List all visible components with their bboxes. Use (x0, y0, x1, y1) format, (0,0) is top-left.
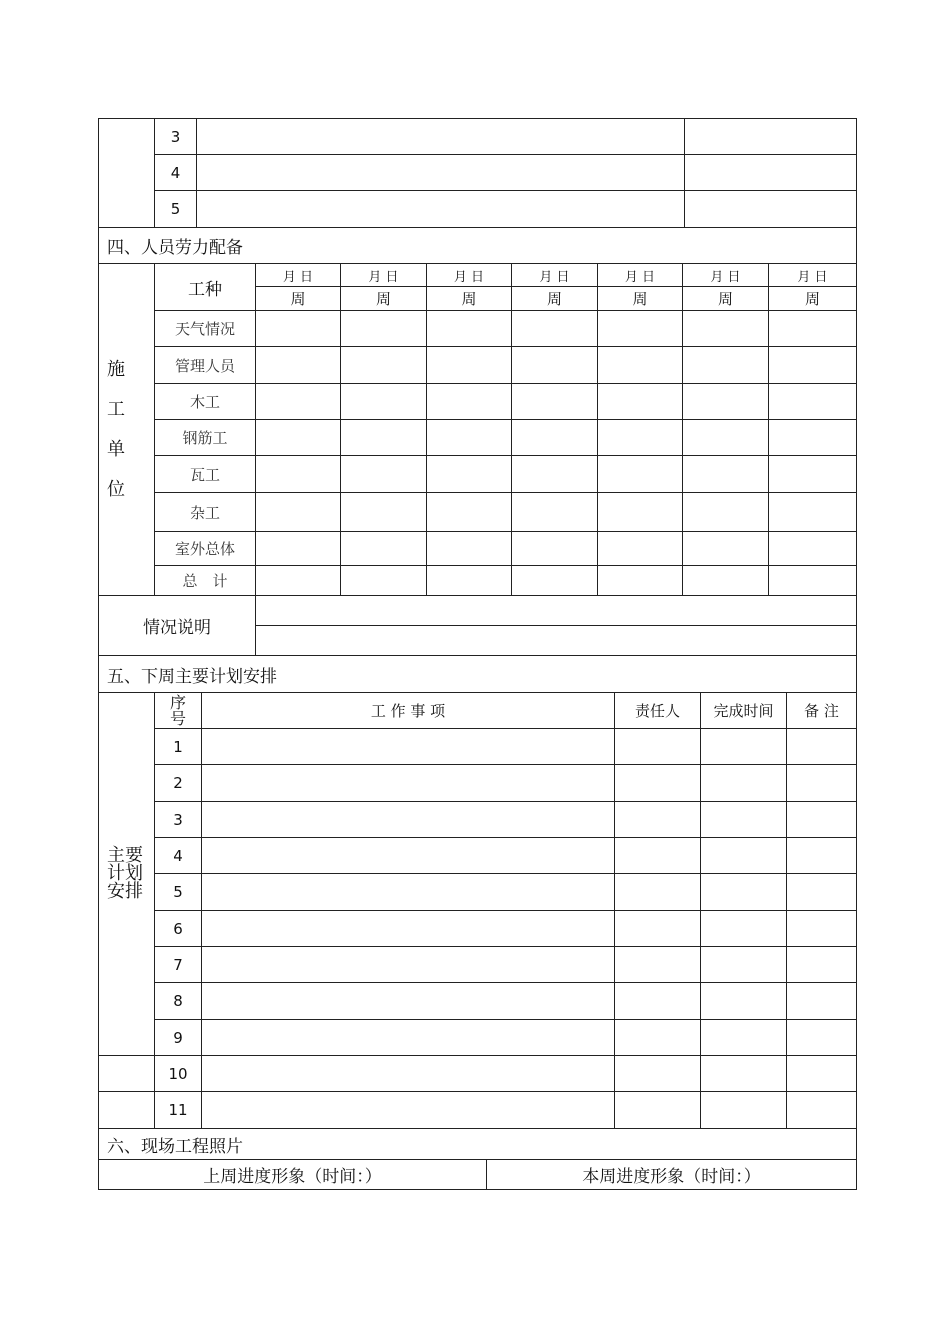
side-char: 位 (107, 478, 125, 500)
labor-cell[interactable] (769, 347, 857, 384)
labor-cell[interactable] (683, 493, 769, 532)
section6-title: 六、现场工程照片 (99, 1129, 857, 1160)
labor-cell[interactable] (341, 347, 427, 384)
remark-cell[interactable] (787, 729, 857, 765)
date-header[interactable]: 月 日 (598, 264, 683, 287)
item-cell[interactable] (197, 155, 685, 191)
labor-cell[interactable] (598, 532, 683, 566)
seq-header (155, 693, 202, 729)
labor-cell[interactable] (512, 493, 598, 532)
task-cell[interactable] (202, 947, 615, 983)
labor-cell[interactable] (598, 311, 683, 347)
trade-label: 天气情况 (155, 311, 256, 347)
labor-cell[interactable] (512, 456, 598, 493)
weekly-report-form (98, 118, 856, 1190)
section4-title: 四、人员劳力配备 (99, 228, 857, 264)
trade-label: 室外总体 (155, 532, 256, 566)
row-number: 5 (155, 191, 197, 228)
row-number: 10 (155, 1056, 202, 1092)
due-cell[interactable] (701, 802, 787, 838)
labor-cell[interactable] (598, 420, 683, 456)
remark-cell[interactable] (787, 765, 857, 802)
labor-cell[interactable] (341, 420, 427, 456)
row-number: 6 (155, 911, 202, 947)
row-number: 1 (155, 729, 202, 765)
construction-unit-label (99, 264, 155, 596)
due-cell[interactable] (701, 874, 787, 911)
date-header[interactable]: 月 日 (512, 264, 598, 287)
labor-cell[interactable] (598, 347, 683, 384)
week-header[interactable]: 周 (512, 287, 598, 311)
plan-table (98, 692, 857, 1129)
this-week-photo-label: 本周进度形象（时间：） (487, 1160, 857, 1190)
owner-cell[interactable] (615, 802, 701, 838)
task-cell[interactable] (202, 838, 615, 874)
plan-side-empty (99, 1092, 155, 1129)
plan-side-label (99, 693, 155, 1056)
week-header[interactable]: 周 (256, 287, 341, 311)
labor-cell[interactable] (427, 532, 512, 566)
owner-cell[interactable] (615, 983, 701, 1020)
item-cell[interactable] (197, 191, 685, 228)
labor-cell[interactable] (427, 311, 512, 347)
task-cell[interactable] (202, 802, 615, 838)
labor-cell[interactable] (683, 456, 769, 493)
item-header: 工 作 事 项 (202, 693, 615, 729)
labor-cell[interactable] (769, 420, 857, 456)
due-cell[interactable] (701, 947, 787, 983)
row-number: 3 (155, 119, 197, 155)
row-number: 4 (155, 155, 197, 191)
labor-cell[interactable] (256, 493, 341, 532)
row-number: 5 (155, 874, 202, 911)
photo-table (98, 1128, 857, 1190)
side-char: 工 (107, 398, 125, 420)
owner-cell[interactable] (615, 947, 701, 983)
remark-cell[interactable] (787, 947, 857, 983)
labor-cell[interactable] (683, 347, 769, 384)
remark-cell[interactable] (787, 1056, 857, 1092)
notes-table (98, 595, 857, 693)
week-header[interactable]: 周 (427, 287, 512, 311)
labor-cell[interactable] (256, 456, 341, 493)
owner-cell[interactable] (615, 1056, 701, 1092)
seq-char: 号 (169, 708, 186, 728)
side-char: 施 (107, 358, 125, 380)
labor-cell[interactable] (769, 532, 857, 566)
task-cell[interactable] (202, 1056, 615, 1092)
due-cell[interactable] (701, 1020, 787, 1056)
notes-line[interactable] (256, 596, 857, 626)
week-header[interactable]: 周 (341, 287, 427, 311)
remark-cell[interactable] (787, 1020, 857, 1056)
labor-cell[interactable] (598, 493, 683, 532)
row-number: 4 (155, 838, 202, 874)
labor-cell[interactable] (512, 532, 598, 566)
labor-cell[interactable] (427, 384, 512, 420)
plan-side-empty (99, 1056, 155, 1092)
remark-cell[interactable] (787, 874, 857, 911)
last-week-photo-label: 上周进度形象（时间：） (99, 1160, 487, 1190)
row-number: 9 (155, 1020, 202, 1056)
owner-cell[interactable] (615, 874, 701, 911)
seq-char: 序 (169, 692, 186, 712)
labor-cell[interactable] (683, 420, 769, 456)
labor-cell[interactable] (769, 384, 857, 420)
side-char: 单 (107, 438, 125, 460)
labor-cell[interactable] (341, 384, 427, 420)
labor-cell[interactable] (683, 384, 769, 420)
section5-title: 五、下周主要计划安排 (99, 656, 857, 693)
task-cell[interactable] (202, 1092, 615, 1129)
task-cell[interactable] (202, 911, 615, 947)
side-line: 计划 (107, 863, 143, 884)
date-header[interactable]: 月 日 (256, 264, 341, 287)
labor-cell[interactable] (341, 456, 427, 493)
row-number: 11 (155, 1092, 202, 1129)
owner-cell[interactable] (615, 765, 701, 802)
labor-cell[interactable] (256, 420, 341, 456)
task-cell[interactable] (202, 1020, 615, 1056)
row-number: 3 (155, 802, 202, 838)
labor-cell[interactable] (427, 493, 512, 532)
labor-cell[interactable] (683, 532, 769, 566)
labor-cell[interactable] (341, 493, 427, 532)
labor-cell[interactable] (598, 566, 683, 596)
extra-cell[interactable] (685, 191, 857, 228)
labor-cell[interactable] (683, 311, 769, 347)
week-header[interactable]: 周 (683, 287, 769, 311)
labor-cell[interactable] (427, 420, 512, 456)
due-cell[interactable] (701, 911, 787, 947)
labor-cell[interactable] (512, 311, 598, 347)
due-cell[interactable] (701, 729, 787, 765)
labor-cell[interactable] (512, 384, 598, 420)
trade-label: 瓦工 (155, 456, 256, 493)
labor-cell[interactable] (512, 566, 598, 596)
remark-cell[interactable] (787, 983, 857, 1020)
labor-cell[interactable] (256, 532, 341, 566)
trade-label: 钢筋工 (155, 420, 256, 456)
side-line: 主要 (107, 845, 143, 866)
owner-cell[interactable] (615, 838, 701, 874)
labor-cell[interactable] (598, 384, 683, 420)
week-header[interactable]: 周 (769, 287, 857, 311)
task-cell[interactable] (202, 874, 615, 911)
trade-header: 工种 (155, 264, 256, 311)
extra-cell[interactable] (685, 155, 857, 191)
side-line: 安排 (107, 881, 143, 902)
labor-cell[interactable] (256, 347, 341, 384)
notes-line[interactable] (256, 626, 857, 656)
trade-label: 总 计 (155, 566, 256, 596)
labor-cell[interactable] (427, 566, 512, 596)
remark-header: 备 注 (787, 693, 857, 729)
labor-cell[interactable] (256, 311, 341, 347)
owner-cell[interactable] (615, 1020, 701, 1056)
task-cell[interactable] (202, 765, 615, 802)
labor-cell[interactable] (769, 311, 857, 347)
due-header: 完成时间 (701, 693, 787, 729)
labor-cell[interactable] (256, 384, 341, 420)
due-cell[interactable] (701, 765, 787, 802)
trade-label: 管理人员 (155, 347, 256, 384)
item-cell[interactable] (197, 119, 685, 155)
labor-cell[interactable] (256, 566, 341, 596)
labor-cell[interactable] (341, 566, 427, 596)
labor-table (98, 263, 857, 596)
due-cell[interactable] (701, 1056, 787, 1092)
owner-cell[interactable] (615, 911, 701, 947)
labor-cell[interactable] (598, 456, 683, 493)
date-header[interactable]: 月 日 (683, 264, 769, 287)
section3-side-cell (99, 119, 155, 228)
remark-cell[interactable] (787, 838, 857, 874)
remark-cell[interactable] (787, 802, 857, 838)
labor-cell[interactable] (512, 420, 598, 456)
due-cell[interactable] (701, 838, 787, 874)
remark-cell[interactable] (787, 1092, 857, 1129)
labor-cell[interactable] (769, 493, 857, 532)
extra-cell[interactable] (685, 119, 857, 155)
labor-cell[interactable] (427, 456, 512, 493)
remark-cell[interactable] (787, 911, 857, 947)
labor-cell[interactable] (683, 566, 769, 596)
owner-cell[interactable] (615, 729, 701, 765)
labor-cell[interactable] (341, 532, 427, 566)
due-cell[interactable] (701, 983, 787, 1020)
row-number: 2 (155, 765, 202, 802)
labor-cell[interactable] (512, 347, 598, 384)
labor-cell[interactable] (769, 456, 857, 493)
task-cell[interactable] (202, 729, 615, 765)
week-header[interactable]: 周 (598, 287, 683, 311)
labor-cell[interactable] (769, 566, 857, 596)
labor-cell[interactable] (427, 347, 512, 384)
notes-label: 情况说明 (99, 596, 256, 656)
row-number: 7 (155, 947, 202, 983)
labor-cell[interactable] (341, 311, 427, 347)
owner-header: 责任人 (615, 693, 701, 729)
date-header[interactable]: 月 日 (427, 264, 512, 287)
date-header[interactable]: 月 日 (341, 264, 427, 287)
row-number: 8 (155, 983, 202, 1020)
owner-cell[interactable] (615, 1092, 701, 1129)
task-cell[interactable] (202, 983, 615, 1020)
due-cell[interactable] (701, 1092, 787, 1129)
trade-label: 木工 (155, 384, 256, 420)
section3-table (98, 118, 857, 264)
trade-label: 杂工 (155, 493, 256, 532)
date-header[interactable]: 月 日 (769, 264, 857, 287)
